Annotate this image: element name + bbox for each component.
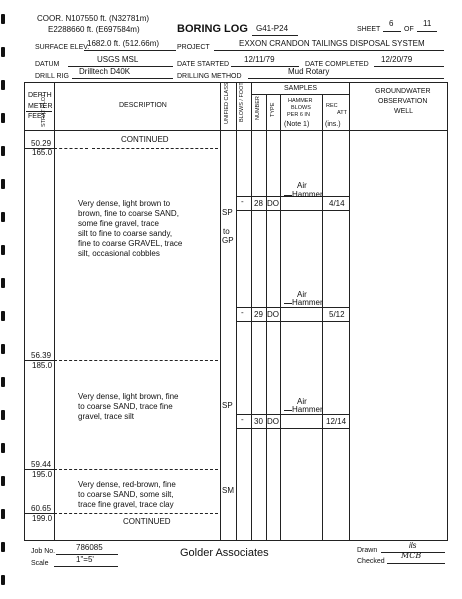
- unified-class: SP: [222, 208, 233, 217]
- binder-hole: [1, 179, 5, 189]
- binder-hole: [1, 278, 5, 288]
- hammer-note-heading: (Note 1): [284, 121, 310, 128]
- recovery-value: 12/14: [326, 417, 347, 426]
- binder-hole: [1, 443, 5, 453]
- layer-description: Very dense, red-brown, fine to coarse SAND, some silt, trace fine gravel, trace clay: [78, 480, 176, 509]
- binder-hole: [1, 212, 5, 222]
- layer-description: Very dense, light brown to brown, fine to coarse SAND, some fine gravel, trace silt to fine to coarse sandy, fine to coarse GRAVEL, trace silt, occasional cobbles: [78, 199, 183, 258]
- sample-number: 30: [254, 417, 263, 426]
- log-id: G41-P24: [256, 24, 289, 33]
- depth-meter-value: 59.44: [31, 460, 52, 469]
- att-heading: ATT: [337, 110, 347, 116]
- coordinate-north: COOR. N107550 ft. (N32781m): [37, 14, 150, 23]
- binder-hole: [1, 245, 5, 255]
- depth-heading: DEPTH: [28, 92, 52, 99]
- job-number: 786085: [76, 543, 103, 552]
- hammer-label: Air: [297, 181, 307, 190]
- hammer-label: Air: [297, 290, 307, 299]
- binder-hole: [1, 14, 5, 24]
- continued-label: CONTINUED: [121, 135, 169, 144]
- unified-class: to: [223, 227, 230, 236]
- date-completed-label: DATE COMPLETED: [305, 61, 369, 68]
- hammer-label: Hammer: [292, 405, 323, 414]
- continued-label: CONTINUED: [123, 517, 171, 526]
- number-heading: NUMBER: [255, 96, 261, 120]
- well-heading: WELL: [394, 108, 414, 115]
- project-label: PROJECT: [177, 44, 210, 51]
- coordinate-east: E2288660 ft. (E697584m): [48, 25, 140, 34]
- scale-label: Scale: [31, 560, 49, 567]
- company-name: Golder Associates: [180, 547, 269, 559]
- description-heading: DESCRIPTION: [119, 102, 167, 109]
- of-label: OF: [404, 26, 414, 33]
- sample-type: DO: [267, 199, 279, 208]
- depth-meter-heading: METER: [28, 103, 53, 110]
- hammer-label: Hammer: [292, 190, 323, 199]
- drilling-method-label: DRILLING METHOD: [177, 73, 242, 80]
- binder-hole: [1, 410, 5, 420]
- binder-hole: [1, 476, 5, 486]
- unified-class: GP: [222, 236, 234, 245]
- binder-hole: [1, 344, 5, 354]
- type-heading: TYPE: [270, 102, 276, 117]
- layer-description: Very dense, light brown, fine to coarse SAND, trace fine gravel, trace silt: [78, 392, 179, 421]
- rec-heading: REC: [326, 103, 338, 109]
- drill-rig-label: DRILL RIG: [35, 73, 69, 80]
- sample-type: DO: [267, 310, 279, 319]
- sample-number: 29: [254, 310, 263, 319]
- scale: 1"=5': [76, 555, 94, 564]
- hammer-heading: HAMMER: [288, 98, 313, 104]
- sheet-total: 11: [423, 19, 432, 28]
- page-title: BORING LOG: [177, 23, 248, 35]
- depth-feet-value: 165.0: [32, 148, 53, 157]
- blows-value: -: [241, 308, 244, 317]
- depth-meter-value: 60.65: [31, 504, 52, 513]
- drawn-label: Drawn: [357, 547, 378, 554]
- observation-heading: OBSERVATION: [378, 98, 428, 105]
- project-name: EXXON CRANDON TAILINGS DISPOSAL SYSTEM: [239, 39, 425, 48]
- sample-type: DO: [267, 417, 279, 426]
- depth-feet-value: 195.0: [32, 470, 53, 479]
- blows-value: -: [241, 415, 244, 424]
- depth-meter-value: 50.29: [31, 139, 52, 148]
- samples-heading: SAMPLES: [284, 85, 318, 92]
- hammer-label: Air: [297, 397, 307, 406]
- sample-number: 28: [254, 199, 263, 208]
- depth-feet-heading: FEET: [28, 113, 46, 120]
- date-started-label: DATE STARTED: [177, 61, 230, 68]
- datum-label: DATUM: [35, 61, 60, 68]
- date-started: 12/11/79: [244, 55, 275, 64]
- surface-elev-label: SURFACE ELEV.: [35, 44, 90, 51]
- hammer-per-heading: PER 6 IN: [287, 112, 310, 118]
- blows-foot-heading: BLOWS / FOOT: [239, 82, 245, 122]
- binder-hole: [1, 311, 5, 321]
- checked-by: MCB: [401, 551, 422, 560]
- checked-label: Checked: [357, 558, 385, 565]
- binder-hole: [1, 377, 5, 387]
- binder-hole: [1, 146, 5, 156]
- depth-feet-value: 185.0: [32, 361, 53, 370]
- binder-hole: [1, 509, 5, 519]
- binder-hole: [1, 542, 5, 552]
- strat-plot-heading: STRAT PLOT: [41, 93, 47, 127]
- groundwater-heading: GROUNDWATER: [375, 88, 431, 95]
- recovery-value: 4/14: [329, 199, 345, 208]
- job-number-label: Job No.: [31, 548, 56, 555]
- rec-units-heading: (ins.): [325, 121, 341, 128]
- blows-value: -: [241, 197, 244, 206]
- unified-class: SM: [222, 486, 234, 495]
- unified-class: SP: [222, 401, 233, 410]
- binder-hole: [1, 113, 5, 123]
- drawn-by: ils: [409, 541, 417, 550]
- unified-class-heading: UNIFIED CLASS: [224, 82, 230, 124]
- drilling-method: Mud Rotary: [288, 67, 330, 76]
- date-completed: 12/20/79: [381, 55, 413, 64]
- recovery-value: 5/12: [329, 310, 345, 319]
- hammer-label: Hammer: [292, 298, 323, 307]
- datum: USGS MSL: [97, 55, 139, 64]
- sheet-number: 6: [389, 19, 394, 28]
- binder-hole: [1, 80, 5, 90]
- hammer-blows-heading: BLOWS: [291, 105, 311, 111]
- depth-feet-value: 199.0: [32, 514, 53, 523]
- depth-meter-value: 56.39: [31, 351, 52, 360]
- surface-elev: 1682.0 ft. (512.66m): [87, 39, 160, 48]
- binder-hole: [1, 47, 5, 57]
- sheet-label: SHEET: [357, 26, 381, 33]
- binder-hole: [1, 575, 5, 585]
- drill-rig: Drilltech D40K: [79, 67, 131, 76]
